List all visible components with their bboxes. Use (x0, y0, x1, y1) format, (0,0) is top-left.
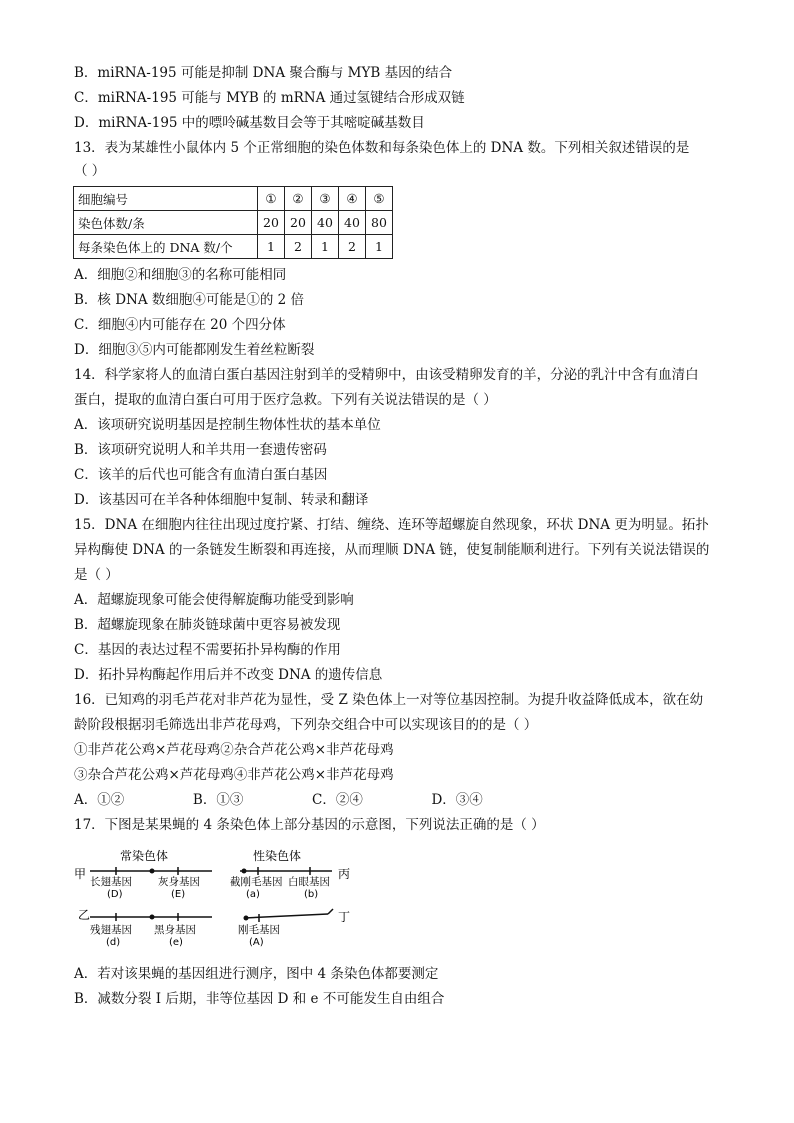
centromere (242, 869, 247, 874)
q15-stem-end: 是（ ） (74, 567, 119, 583)
gene-white-eye-symbol: (b) (304, 889, 319, 900)
cell-table (73, 186, 393, 259)
q15-stem: 15．DNA 在细胞内往往出现过度拧紧、打结、缠绕、连环等超螺旋自然现象，环状 DNA 更为明显。拓扑 (74, 517, 709, 533)
gene-bristle: 刚毛基因 (238, 924, 280, 936)
q14-option-d: D．该基因可在羊各种体细胞中复制、转录和翻译 (74, 492, 369, 508)
table-cell: 细胞编号 (74, 187, 258, 211)
q13-option-c: C．细胞④内可能存在 20 个四分体 (74, 317, 286, 333)
chromosome-diagram (70, 843, 370, 955)
table-cell: 2 (339, 235, 366, 259)
q17-option-b: B．减数分裂 I 后期，非等位基因 D 和 e 不可能发生自由组合 (74, 991, 445, 1007)
gene-long-wing-symbol: (D) (107, 889, 123, 900)
q16-cross-1-2: ①非芦花公鸡×芦花母鸡②杂合芦花公鸡×非芦花母鸡 (74, 742, 394, 758)
q17-stem: 17．下图是某果蝇的 4 条染色体上部分基因的示意图，下列说法正确的是（ ） (74, 817, 545, 833)
gene-gray-body-symbol: (E) (171, 889, 186, 900)
centromere (150, 869, 155, 874)
table-cell: 80 (366, 211, 393, 235)
q17-option-a: A．若对该果蝇的基因组进行测序，图中 4 条染色体都要测定 (74, 966, 439, 982)
chromosome-jia-label: 甲 (74, 867, 87, 881)
chromosome-yi-label: 乙 (78, 908, 91, 922)
table-cell: 40 (312, 211, 339, 235)
chromosome-ding-label: 丁 (338, 910, 351, 924)
table-cell: 40 (339, 211, 366, 235)
q13-paren: （ ） (74, 163, 106, 179)
gene-vestigial-wing: 残翅基因 (90, 924, 132, 936)
gene-vestigial-wing-symbol: (d) (106, 937, 121, 948)
table-cell: 染色体数/条 (74, 211, 258, 235)
table-cell: 20 (258, 211, 285, 235)
q15-stem-cont: 异构酶使 DNA 的一条链发生断裂和再连接，从而理顺 DNA 链，使复制能顺利进行。下列有关说法错误的 (74, 542, 710, 558)
q15-option-d: D．拓扑异构酶起作用后并不改变 DNA 的遗传信息 (74, 667, 383, 683)
table-cell: 1 (312, 235, 339, 259)
table-cell: ⑤ (366, 187, 393, 211)
sex-chromosome-label: 性染色体 (253, 849, 302, 863)
autosome-label: 常染色体 (120, 849, 169, 863)
q13-option-d: D．细胞③⑤内可能都刚发生着丝粒断裂 (74, 342, 315, 358)
q12-option-d: D．miRNA-195 中的嘌呤碱基数目会等于其嘧啶碱基数目 (74, 115, 425, 131)
q16-stem: 16．已知鸡的羽毛芦花对非芦花为显性，受 Z 染色体上一对等位基因控制。为提升收益降低成本，欲在幼 (74, 692, 704, 708)
gene-cut-bristle: 截刚毛基因 (230, 876, 283, 888)
gene-black-body: 黑身基因 (154, 924, 196, 936)
table-cell: 2 (285, 235, 312, 259)
q14-option-a: A．该项研究说明基因是控制生物体性状的基本单位 (74, 417, 381, 433)
gene-gray-body: 灰身基因 (158, 876, 200, 888)
q14-option-b: B．该项研究说明人和羊共用一套遗传密码 (74, 442, 327, 458)
table-row (74, 235, 393, 259)
q13-option-b: B．核 DNA 数细胞④可能是①的 2 倍 (74, 292, 305, 308)
table-cell: 1 (258, 235, 285, 259)
gene-white-eye: 白眼基因 (288, 876, 330, 888)
gene-bristle-symbol: (A) (249, 937, 264, 948)
chromosome-ding-hook (328, 909, 333, 914)
table-row (74, 187, 393, 211)
table-cell: ③ (312, 187, 339, 211)
centromere (244, 916, 249, 921)
table-row (74, 211, 393, 235)
table-cell: 20 (285, 211, 312, 235)
table-cell: ① (258, 187, 285, 211)
chromosome-ding (244, 914, 328, 918)
q16-cross-3-4: ③杂合芦花公鸡×芦花母鸡④非芦花公鸡×非芦花母鸡 (74, 767, 394, 783)
centromere (150, 915, 155, 920)
q14-stem: 14．科学家将人的血清白蛋白基因注射到羊的受精卵中，由该受精卵发育的羊，分泌的乳汁中含有血清白 (74, 367, 699, 383)
chromosome-bing-label: 丙 (338, 867, 351, 881)
q15-option-a: A．超螺旋现象可能会使得解旋酶功能受到影响 (74, 592, 354, 608)
table-cell: ④ (339, 187, 366, 211)
q16-options: A．①② B．①③ C．②④ D．③④ (74, 792, 483, 808)
gene-long-wing: 长翅基因 (90, 876, 132, 888)
q15-option-c: C．基因的表达过程不需要拓扑异构酶的作用 (74, 642, 341, 658)
gene-cut-bristle-symbol: (a) (246, 889, 260, 900)
q14-stem-cont: 蛋白，提取的血清白蛋白可用于医疗急救。下列有关说法错误的是（ ） (74, 392, 497, 408)
table-cell: ② (285, 187, 312, 211)
q16-stem-cont: 龄阶段根据羽毛筛选出非芦花母鸡，下列杂交组合中可以实现该目的的是（ ） (74, 717, 538, 733)
table-cell: 每条染色体上的 DNA 数/个 (74, 235, 258, 259)
table-cell: 1 (366, 235, 393, 259)
q12-option-b: B．miRNA-195 可能是抑制 DNA 聚合酶与 MYB 基因的结合 (74, 65, 453, 81)
q12-option-c: C．miRNA-195 可能与 MYB 的 mRNA 通过氢键结合形成双链 (74, 90, 465, 106)
q13-stem: 13．表为某雄性小鼠体内 5 个正常细胞的染色体数和每条染色体上的 DNA 数。下列相关叙述错误的是 (74, 140, 690, 156)
q13-option-a: A．细胞②和细胞③的名称可能相同 (74, 267, 287, 283)
gene-black-body-symbol: (e) (169, 937, 183, 948)
q15-option-b: B．超螺旋现象在肺炎链球菌中更容易被发现 (74, 617, 341, 633)
q14-option-c: C．该羊的后代也可能含有血清白蛋白基因 (74, 467, 328, 483)
